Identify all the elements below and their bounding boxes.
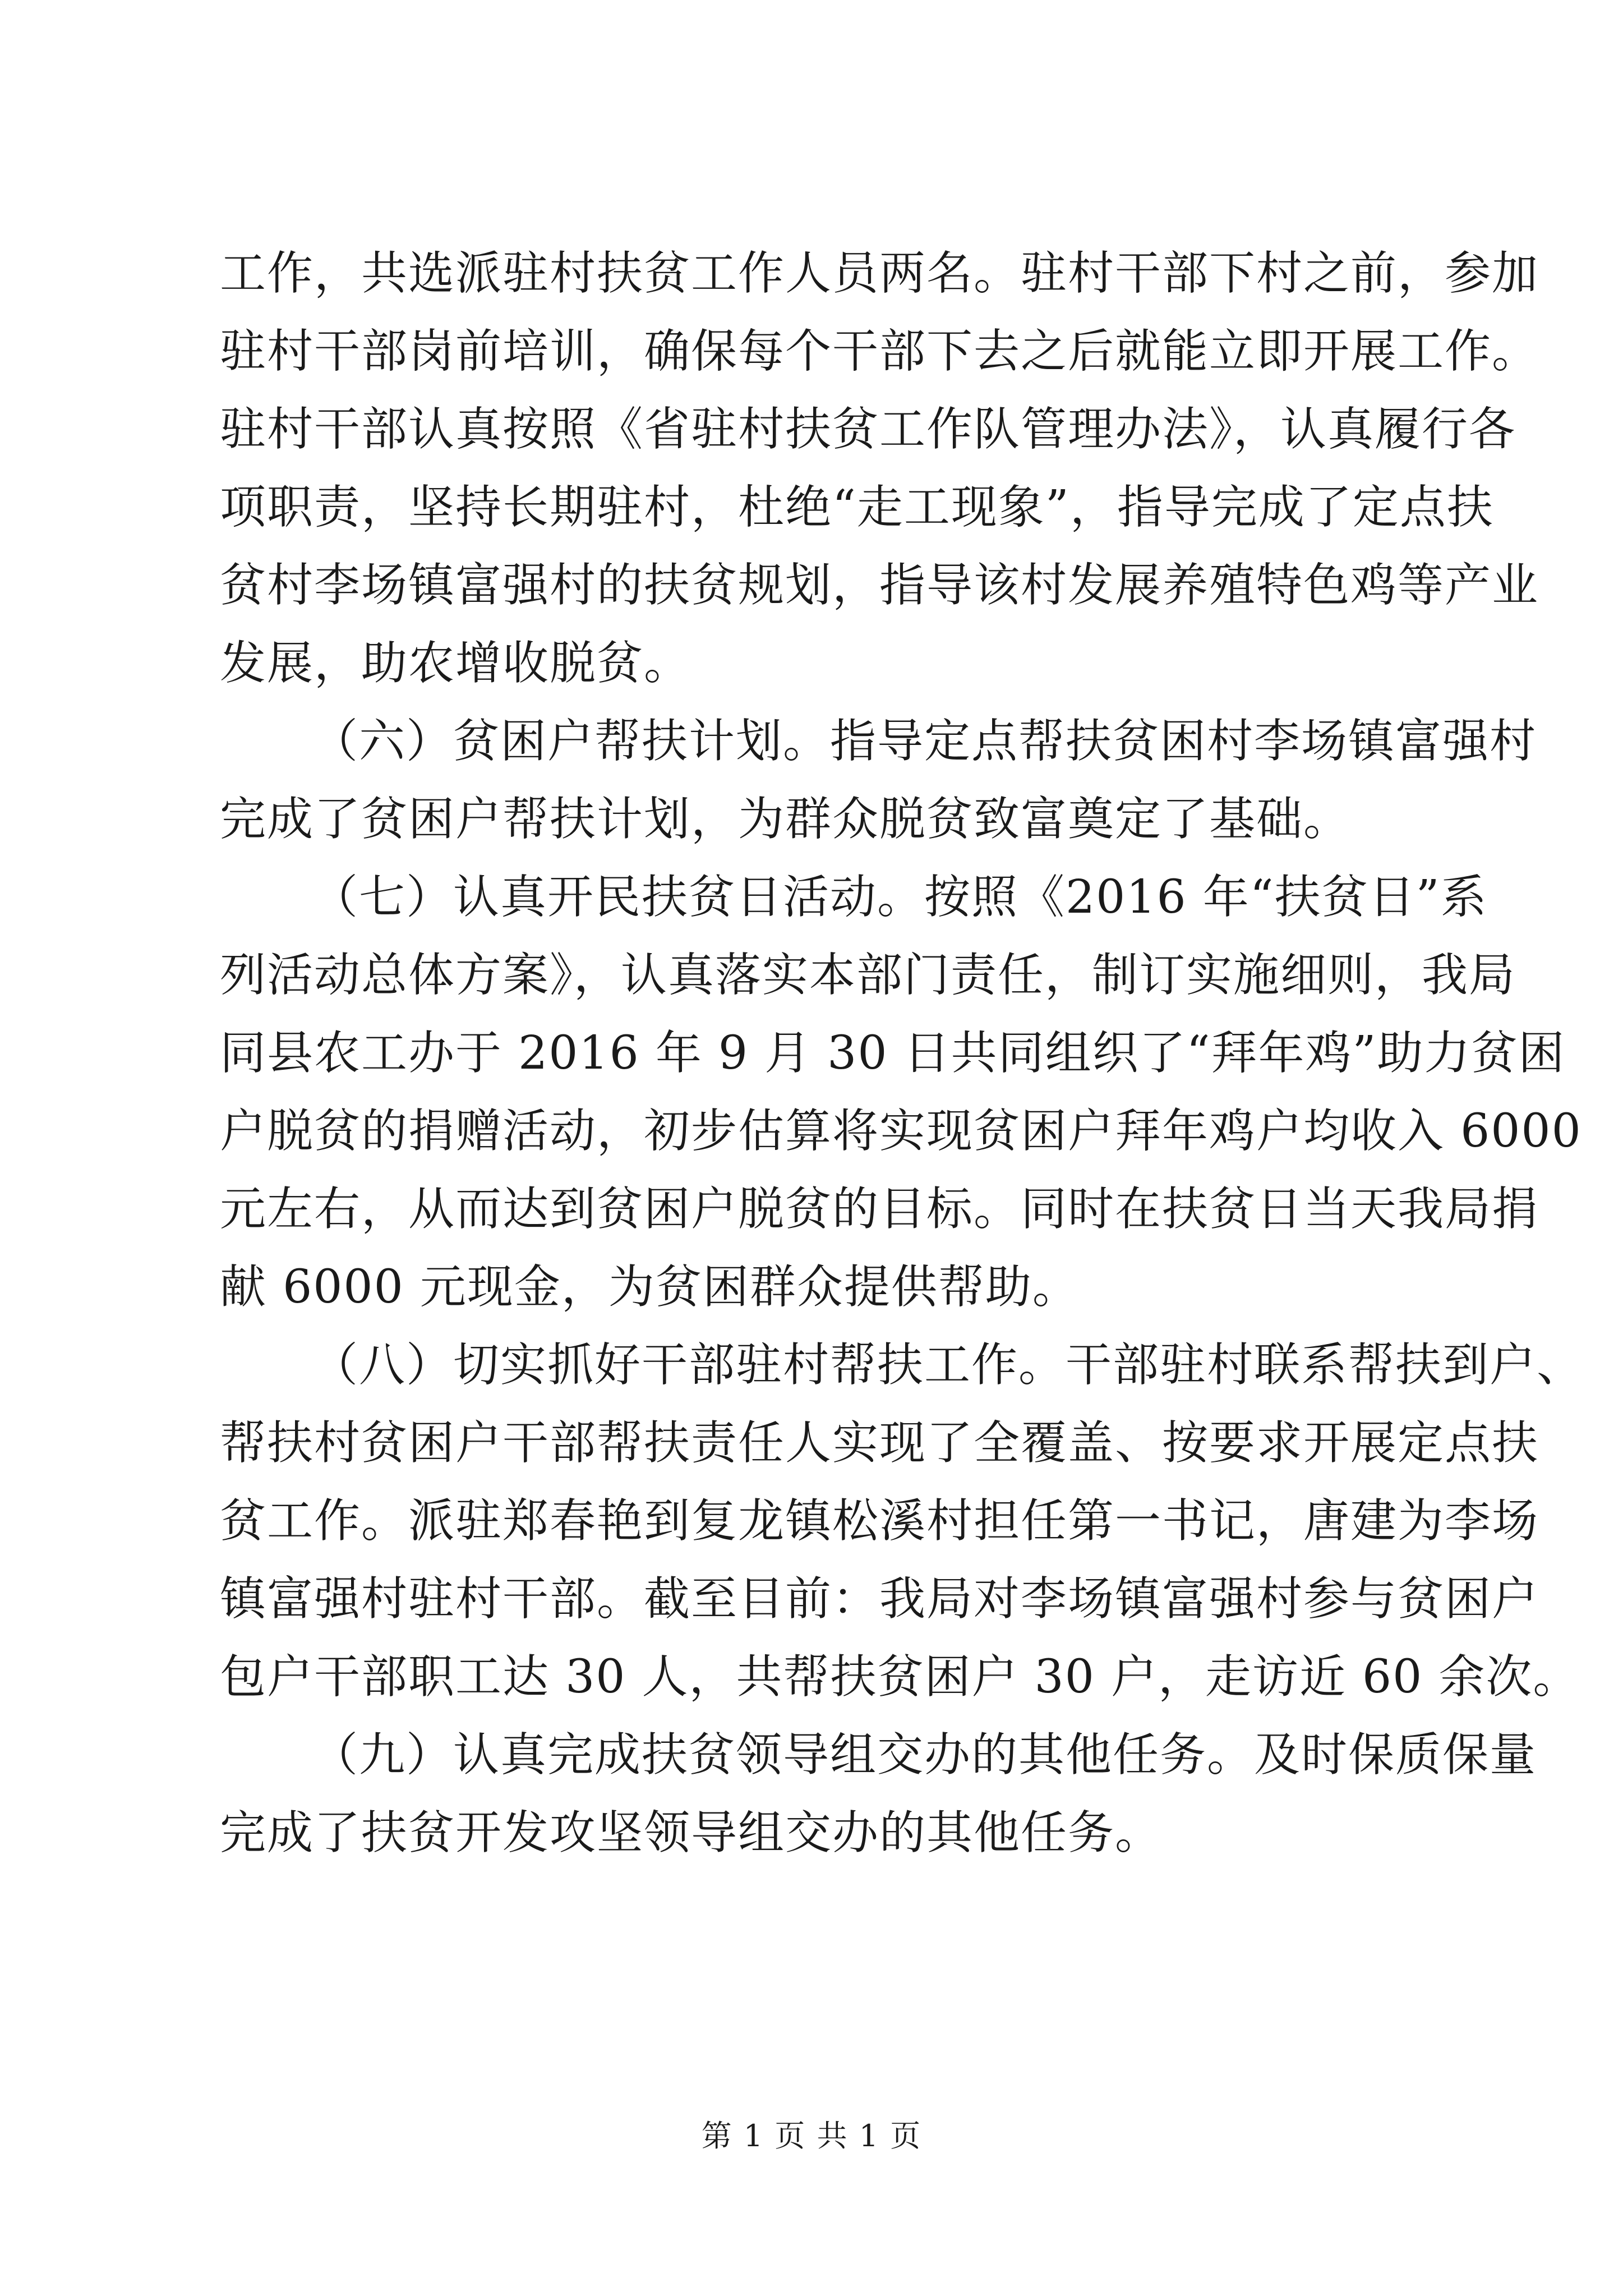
document-body xyxy=(220,247,1584,1884)
text-line: 驻村干部岗前培训，确保每个干部下去之后就能立即开展工作。 xyxy=(220,325,1539,378)
text-line: 户脱贫的捐赠活动，初步估算将实现贫困户拜年鸡户均收入 6000 xyxy=(220,1105,1582,1158)
page-footer xyxy=(0,2118,1623,2154)
text-line: 献 6000 元现金，为贫困群众提供帮助。 xyxy=(220,1260,1080,1314)
text-line: 贫工作。派驻郑春艳到复龙镇松溪村担任第一书记，唐建为李场 xyxy=(220,1494,1539,1548)
text-line: 包户干部职工达 30 人，共帮扶贫困户 30 户，走访近 60 余次。 xyxy=(220,1650,1580,1704)
text-line: 工作，共选派驻村扶贫工作人员两名。驻村干部下村之前，参加 xyxy=(220,247,1539,300)
paragraph-six-heading-line: （六）贫困户帮扶计划。指导定点帮扶贫困村李场镇富强村 xyxy=(312,715,1537,768)
paragraph-nine-heading-line: （九）认真完成扶贫领导组交办的其他任务。及时保质保量 xyxy=(312,1728,1537,1782)
text-line: 列活动总体方案》，认真落实本部门责任，制订实施细则，我局 xyxy=(220,949,1516,1002)
paragraph-seven-heading-line: （七）认真开民扶贫日活动。按照《2016 年“扶贫日”系 xyxy=(312,871,1488,924)
text-line: 镇富强村驻村干部。截至目前：我局对李场镇富强村参与贫困户 xyxy=(220,1572,1539,1626)
text-line: 同县农工办于 2016 年 9 月 30 日共同组织了“拜年鸡”助力贫困 xyxy=(220,1027,1566,1080)
page-number-label: 第 1 页 共 1 页 xyxy=(701,2118,922,2154)
text-line: 完成了扶贫开发攻坚领导组交办的其他任务。 xyxy=(220,1806,1163,1860)
paragraph-eight-heading-line: （八）切实抓好干部驻村帮扶工作。干部驻村联系帮扶到户、 xyxy=(312,1338,1584,1392)
text-line: 贫村李场镇富强村的扶贫规划，指导该村发展养殖特色鸡等产业 xyxy=(220,559,1539,612)
text-line: 元左右，从而达到贫困户脱贫的目标。同时在扶贫日当天我局捐 xyxy=(220,1182,1539,1236)
text-line: 驻村干部认真按照《省驻村扶贫工作队管理办法》，认真履行各 xyxy=(220,403,1516,456)
text-line: 帮扶村贫困户干部帮扶责任人实现了全覆盖、按要求开展定点扶 xyxy=(220,1416,1539,1470)
text-line: 完成了贫困户帮扶计划，为群众脱贫致富奠定了基础。 xyxy=(220,793,1351,846)
text-line: 项职责，坚持长期驻村，杜绝“走工现象”，指导完成了定点扶 xyxy=(220,481,1494,534)
text-line: 发展，助农增收脱贫。 xyxy=(220,637,691,690)
